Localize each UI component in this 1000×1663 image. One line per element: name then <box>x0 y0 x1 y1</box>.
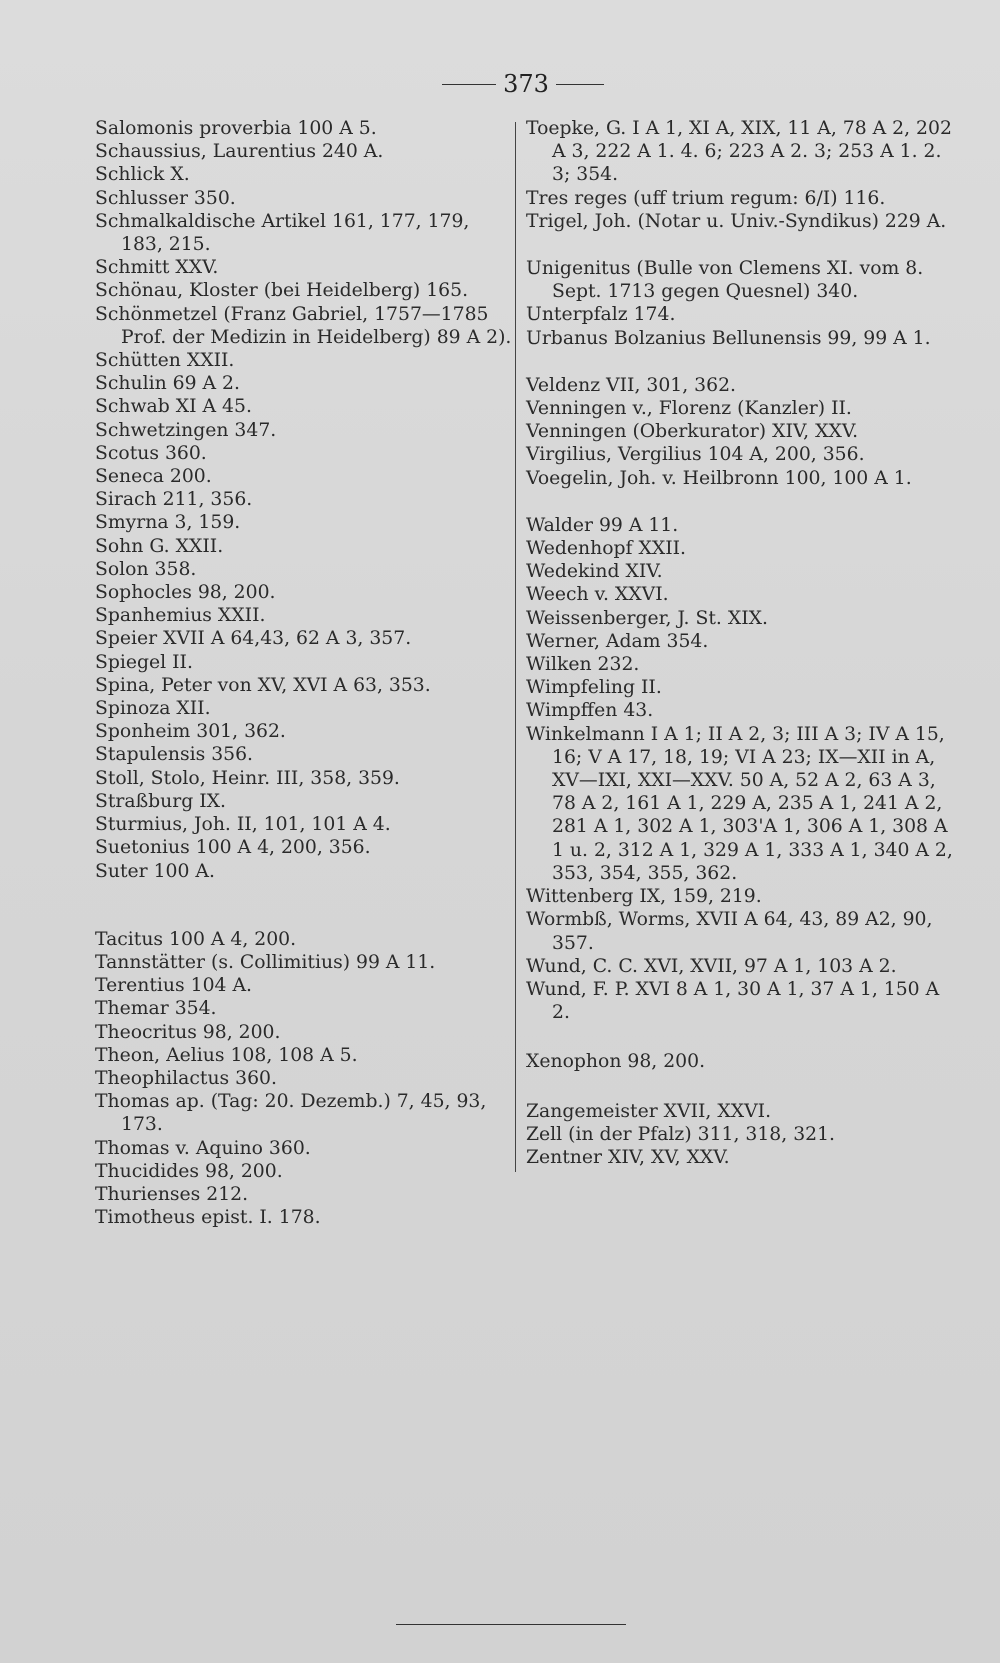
index-entry: Sophocles 98, 200. <box>95 582 276 604</box>
index-entry: Thurienses 212. <box>95 1183 249 1205</box>
index-entry: Tannstätter (s. Collimitius) 99 A 11. <box>95 951 436 973</box>
index-section <box>95 928 515 1230</box>
index-entry: Speier XVII A 64,43, 62 A 3, 357. <box>95 628 412 650</box>
index-entry: Wund, F. P. XVI 8 A 1, 30 A 1, 37 A 1, 150 A 2. <box>526 978 946 1024</box>
index-entry: Tres reges (uff trium regum: 6/I) 116. <box>526 187 886 209</box>
index-entry: Schulin 69 A 2. <box>95 373 240 395</box>
index-entry: Walder 99 A 11. <box>526 514 679 536</box>
page-header <box>0 66 1000 106</box>
index-entry: Wilken 232. <box>526 654 640 676</box>
page-number: 373 <box>503 70 549 98</box>
index-entry: Seneca 200. <box>95 466 212 488</box>
index-entry: Zangemeister XVII, XXVI. <box>526 1100 772 1122</box>
index-entry: Themar 354. <box>95 998 217 1020</box>
index-entry: Suter 100 A. <box>95 860 215 882</box>
index-entry: Schönmetzel (Franz Gabriel, 1757—1785 Prof. der Medizin in Heidelberg) 89 A 2). <box>95 303 512 348</box>
index-entry: Stoll, Stolo, Heinr. III, 358, 359. <box>95 767 400 789</box>
index-entry: Suetonius 100 A 4, 200, 356. <box>95 837 371 859</box>
index-entry: Smyrna 3, 159. <box>95 512 241 534</box>
index-entry: Wedekind XIV. <box>526 561 663 583</box>
index-section <box>526 1100 956 1170</box>
index-entry: Virgilius, Vergilius 104 A, 200, 356. <box>526 444 865 466</box>
header-rule-left <box>442 84 496 85</box>
index-entry: Schwetzingen 347. <box>95 419 277 441</box>
index-entry: Theophilactus 360. <box>95 1067 277 1089</box>
index-entry: Wimpffen 43. <box>526 700 654 722</box>
index-entry: Schlusser 350. <box>95 187 236 209</box>
index-entry: Thucidides 98, 200. <box>95 1160 283 1182</box>
index-section <box>526 117 956 233</box>
header-rule-right <box>556 84 604 85</box>
index-entry: Winkelmann I A 1; II A 2, 3; III A 3; IV A 15, 16; V A 17, 18, 19; VI A 23; IX—XII in A, XV—IXI, XXI—XXV. 50 A, 52 A 2, 63 A 3, 78 A 2, 161 A 1, 229 A, 235 A 1, 241 A 2, 281 A 1, 302 A 1, 303'A 1, 306 A 1, 308 A 1 u. 2, 312 A 1, 329 A 1, 333 A 1, 340 A 2, 353, 354, 355, 362. <box>526 723 959 884</box>
index-section <box>526 374 956 490</box>
index-entry: Thomas ap. (Tag: 20. Dezemb.) 7, 45, 93, 173. <box>95 1091 493 1136</box>
index-entry: Veldenz VII, 301, 362. <box>526 374 737 396</box>
index-entry: Schwab XI A 45. <box>95 396 252 418</box>
index-entry: Sponheim 301, 362. <box>95 721 286 743</box>
index-entry: Unigenitus (Bulle von Clemens XI. vom 8. Sept. 1713 gegen Quesnel) 340. <box>526 258 930 303</box>
index-entry: Werner, Adam 354. <box>526 630 709 652</box>
index-entry: Wittenberg IX, 159, 219. <box>526 886 762 908</box>
index-entry: Spiegel II. <box>95 651 193 673</box>
index-entry: Spinoza XII. <box>95 698 211 720</box>
index-entry: Straßburg IX. <box>95 790 226 812</box>
index-entry: Unterpfalz 174. <box>526 304 676 326</box>
index-column-right <box>526 117 959 1169</box>
index-entry: Thomas v. Aquino 360. <box>95 1137 311 1159</box>
index-entry: Zentner XIV, XV, XXV. <box>526 1146 730 1168</box>
index-entry: Stapulensis 356. <box>95 744 254 766</box>
index-entry: Theon, Aelius 108, 108 A 5. <box>95 1044 358 1066</box>
index-entry: Trigel, Joh. (Notar u. Univ.-Syndikus) 229 A. <box>526 210 947 232</box>
index-entry: Tacitus 100 A 4, 200. <box>95 928 297 950</box>
index-entry: Schaussius, Laurentius 240 A. <box>95 141 384 163</box>
index-entry: Schütten XXII. <box>95 350 235 372</box>
index-entry: Schönau, Kloster (bei Heidelberg) 165. <box>95 280 469 302</box>
index-entry: Wund, C. C. XVI, XVII, 97 A 1, 103 A 2. <box>526 955 897 977</box>
index-entry: Urbanus Bolzanius Bellunensis 99, 99 A 1. <box>526 327 931 349</box>
index-entry: Scotus 360. <box>95 442 207 464</box>
index-entry: Weech v. XXVI. <box>526 584 669 606</box>
index-entry: Terentius 104 A. <box>95 975 252 997</box>
index-entry: Salomonis proverbia 100 A 5. <box>95 118 377 139</box>
index-column-left <box>95 117 515 1229</box>
index-section <box>526 1050 956 1073</box>
index-entry: Venningen v., Florenz (Kanzler) II. <box>526 398 852 420</box>
index-entry: Toepke, G. I A 1, XI A, XIX, 11 A, 78 A 2, 202 A 3, 222 A 1. 4. 6; 223 A 2. 3; 253 A 1. 2. 3; 354. <box>526 118 958 186</box>
index-entry: Voegelin, Joh. v. Heilbronn 100, 100 A 1. <box>526 467 912 489</box>
index-section <box>526 514 959 1024</box>
column-divider <box>515 122 516 1172</box>
index-entry: Weissenberger, J. St. XIX. <box>526 607 768 629</box>
index-entry: Xenophon 98, 200. <box>526 1051 706 1073</box>
index-entry: Theocritus 98, 200. <box>95 1021 281 1043</box>
footer-rule <box>396 1624 626 1625</box>
index-entry: Wormbß, Worms, XVII A 64, 43, 89 A2, 90, 357. <box>526 909 939 954</box>
index-entry: Schmalkaldische Artikel 161, 177, 179, 183, 215. <box>95 210 476 256</box>
index-entry: Timotheus epist. I. 178. <box>95 1207 321 1229</box>
index-section <box>526 257 956 350</box>
index-entry: Sohn G. XXII. <box>95 535 224 557</box>
index-entry: Zell (in der Pfalz) 311, 318, 321. <box>526 1123 836 1145</box>
index-section <box>95 117 515 883</box>
index-entry: Wimpfeling II. <box>526 677 662 699</box>
index-entry: Sirach 211, 356. <box>95 489 253 511</box>
index-entry: Sturmius, Joh. II, 101, 101 A 4. <box>95 814 391 836</box>
index-entry: Solon 358. <box>95 558 197 580</box>
index-entry: Schlick X. <box>95 164 190 186</box>
index-entry: Spina, Peter von XV, XVI A 63, 353. <box>95 674 431 696</box>
index-entry: Venningen (Oberkurator) XIV, XXV. <box>526 421 859 443</box>
index-entry: Schmitt XXV. <box>95 257 219 279</box>
index-entry: Wedenhopf XXII. <box>526 538 687 560</box>
index-entry: Spanhemius XXII. <box>95 605 266 627</box>
